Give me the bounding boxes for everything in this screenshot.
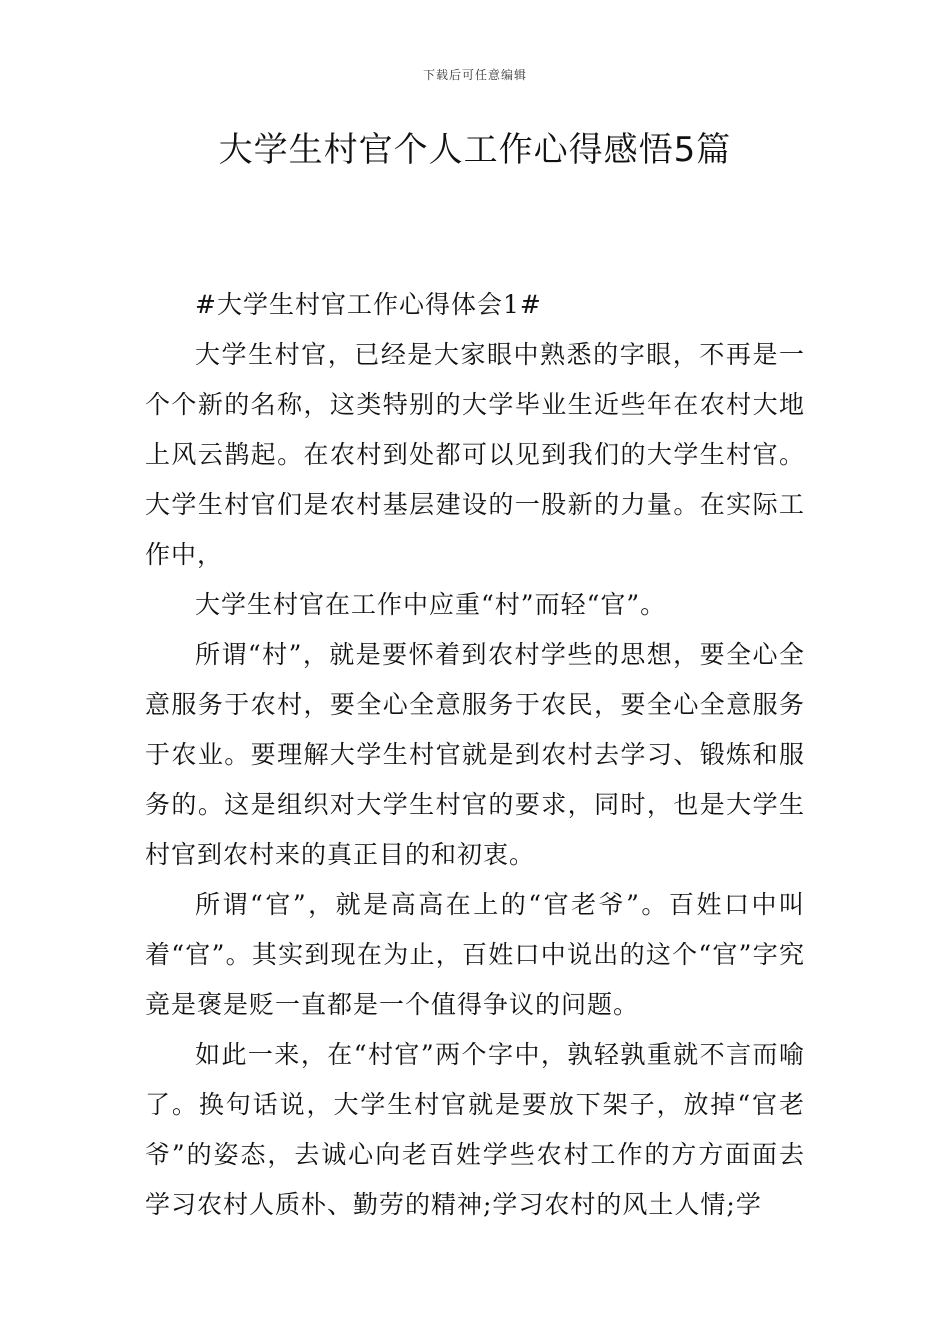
document-title: 大学生村官个人工作心得感悟5篇: [218, 130, 732, 170]
paragraph: 大学生村官，已经是大家眼中熟悉的字眼，不再是一个个新的名称，这类特别的大学毕业生近些年在农村大地上风云鹊起。在农村到处都可以见到我们的大学生村官。大学生村官们是农村基层建设的一股新的力量。在实际工作中，: [145, 340, 805, 569]
paragraph: 大学生村官在工作中应重“村”而轻“官”。: [195, 590, 667, 619]
section-heading: #大学生村官工作心得体会1#: [195, 290, 542, 319]
document-body: [145, 280, 805, 1230]
paragraph: 如此一来，在“村官”两个字中，孰轻孰重就不言而喻了。换句话说，大学生村官就是要放下架子，放掉“官老爷”的姿态，去诚心向老百姓学些农村工作的方方面面去学习农村人质朴、勤劳的精神;学习农村的风土人情;学: [145, 1040, 805, 1219]
header-note: 下载后可任意编辑: [422, 68, 527, 82]
paragraph: 所谓“官”，就是高高在上的“官老爷”。百姓口中叫着“官”。其实到现在为止，百姓口中说出的这个“官”字究竟是褒是贬一直都是一个值得争议的问题。: [145, 890, 805, 1019]
paragraph: 所谓“村”，就是要怀着到农村学些的思想，要全心全意服务于农村，要全心全意服务于农民，要全心全意服务于农业。要理解大学生村官就是到农村去学习、锻炼和服务的。这是组织对大学生村官的要求，同时，也是大学生村官到农村来的真正目的和初衷。: [145, 640, 805, 869]
